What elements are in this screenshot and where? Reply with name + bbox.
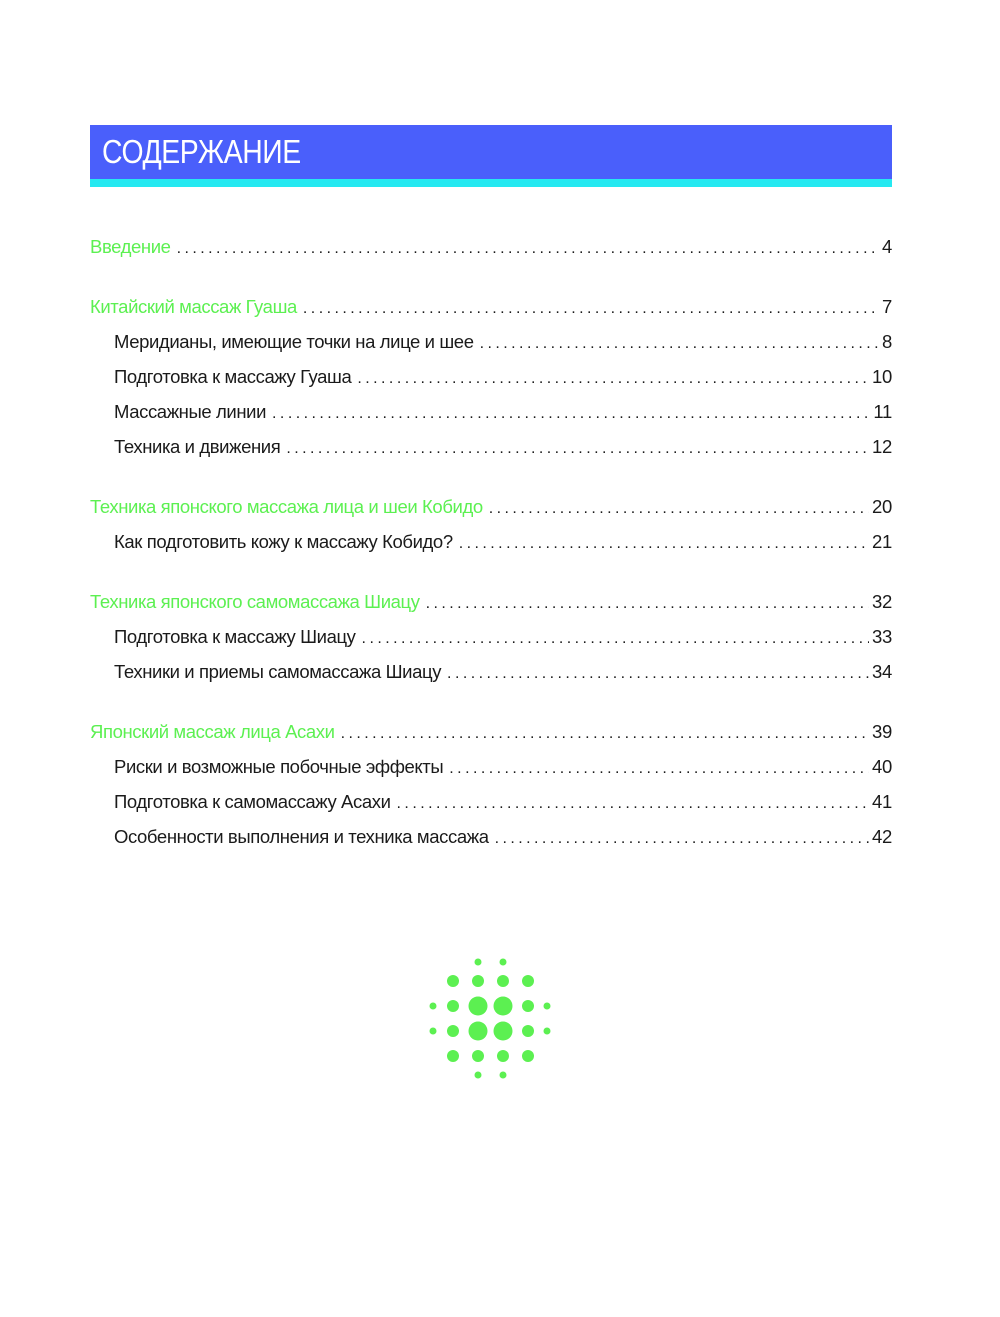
toc-entry-page: 32 [872, 591, 892, 612]
toc-entry-page: 4 [882, 236, 892, 257]
toc-entry-asahi-preparation[interactable] [114, 788, 892, 816]
toc-entry-title: Техника и движения [114, 436, 281, 457]
toc-entry-guasha[interactable] [90, 293, 892, 321]
toc-entry-risks[interactable] [114, 753, 892, 781]
toc-entry-asahi[interactable] [90, 718, 892, 746]
toc-entry-page: 12 [872, 436, 892, 457]
toc-entry-title: Особенности выполнения и техника массажа [114, 826, 489, 847]
toc-dot-leader [495, 825, 869, 853]
toc-entry-title: Введение [90, 236, 171, 257]
toc-entry-title: Массажные линии [114, 401, 267, 422]
toc-entry-title: Меридианы, имеющие точки на лице и шее [114, 331, 474, 352]
dot-sunburst-logo-icon [420, 950, 560, 1090]
toc-entry-shiatsu[interactable] [90, 588, 892, 616]
toc-dot-leader [177, 235, 879, 263]
toc-dot-leader [447, 660, 869, 688]
toc-entry-page: 21 [872, 531, 892, 552]
toc-dot-leader [489, 495, 869, 523]
toc-entry-title: Подготовка к самомассажу Асахи [114, 791, 391, 812]
toc-entry-title: Китайский массаж Гуаша [90, 296, 297, 317]
toc-entry-title: Техника японского массажа лица и шеи Кобидо [90, 496, 483, 517]
toc-dot-leader [303, 295, 879, 323]
toc-dot-leader [357, 365, 869, 393]
toc-entry-shiatsu-techniques[interactable] [114, 658, 892, 686]
toc-entry-page: 8 [882, 331, 892, 352]
toc-entry-shiatsu-preparation[interactable] [114, 623, 892, 651]
toc-entry-page: 20 [872, 496, 892, 517]
toc-dot-leader [286, 435, 869, 463]
toc-entry-title: Риски и возможные побочные эффекты [114, 756, 444, 777]
toc-entry-page: 33 [872, 626, 892, 647]
toc-entry-title: Техники и приемы самомассажа Шиацу [114, 661, 442, 682]
toc-dot-leader [449, 755, 869, 783]
page-title: СОДЕРЖАНИЕ [102, 133, 301, 170]
toc-dot-leader [362, 625, 869, 653]
toc-dot-leader [459, 530, 869, 558]
toc-entry-page: 7 [882, 296, 892, 317]
contents-header-bar [90, 125, 892, 187]
toc-dot-leader [272, 400, 870, 428]
toc-entry-page: 11 [873, 401, 892, 422]
toc-entry-technique-movements[interactable] [114, 433, 892, 461]
toc-entry-page: 39 [872, 721, 892, 742]
toc-entry-kobido-skin-prep[interactable] [114, 528, 892, 556]
toc-entry-title: Как подготовить кожу к массажу Кобидо? [114, 531, 453, 552]
toc-entry-title: Подготовка к массажу Гуаша [114, 366, 352, 387]
toc-entry-execution-features[interactable] [114, 823, 892, 851]
toc-entry-page: 41 [872, 791, 892, 812]
toc-entry-introduction[interactable] [90, 233, 892, 261]
toc-dot-leader [480, 330, 879, 358]
toc-entry-guasha-preparation[interactable] [114, 363, 892, 391]
toc-entry-title: Техника японского самомассажа Шиацу [90, 591, 420, 612]
toc-entry-kobido[interactable] [90, 493, 892, 521]
toc-entry-meridians[interactable] [114, 328, 892, 356]
toc-entry-page: 10 [872, 366, 892, 387]
toc-dot-leader [341, 720, 869, 748]
toc-entry-page: 34 [872, 661, 892, 682]
toc-entry-title: Подготовка к массажу Шиацу [114, 626, 356, 647]
toc-dot-leader [426, 590, 869, 618]
toc-entry-page: 42 [872, 826, 892, 847]
toc-entry-massage-lines[interactable] [114, 398, 892, 426]
toc-entry-title: Японский массаж лица Асахи [90, 721, 335, 742]
toc-dot-leader [397, 790, 869, 818]
toc-entry-page: 40 [872, 756, 892, 777]
